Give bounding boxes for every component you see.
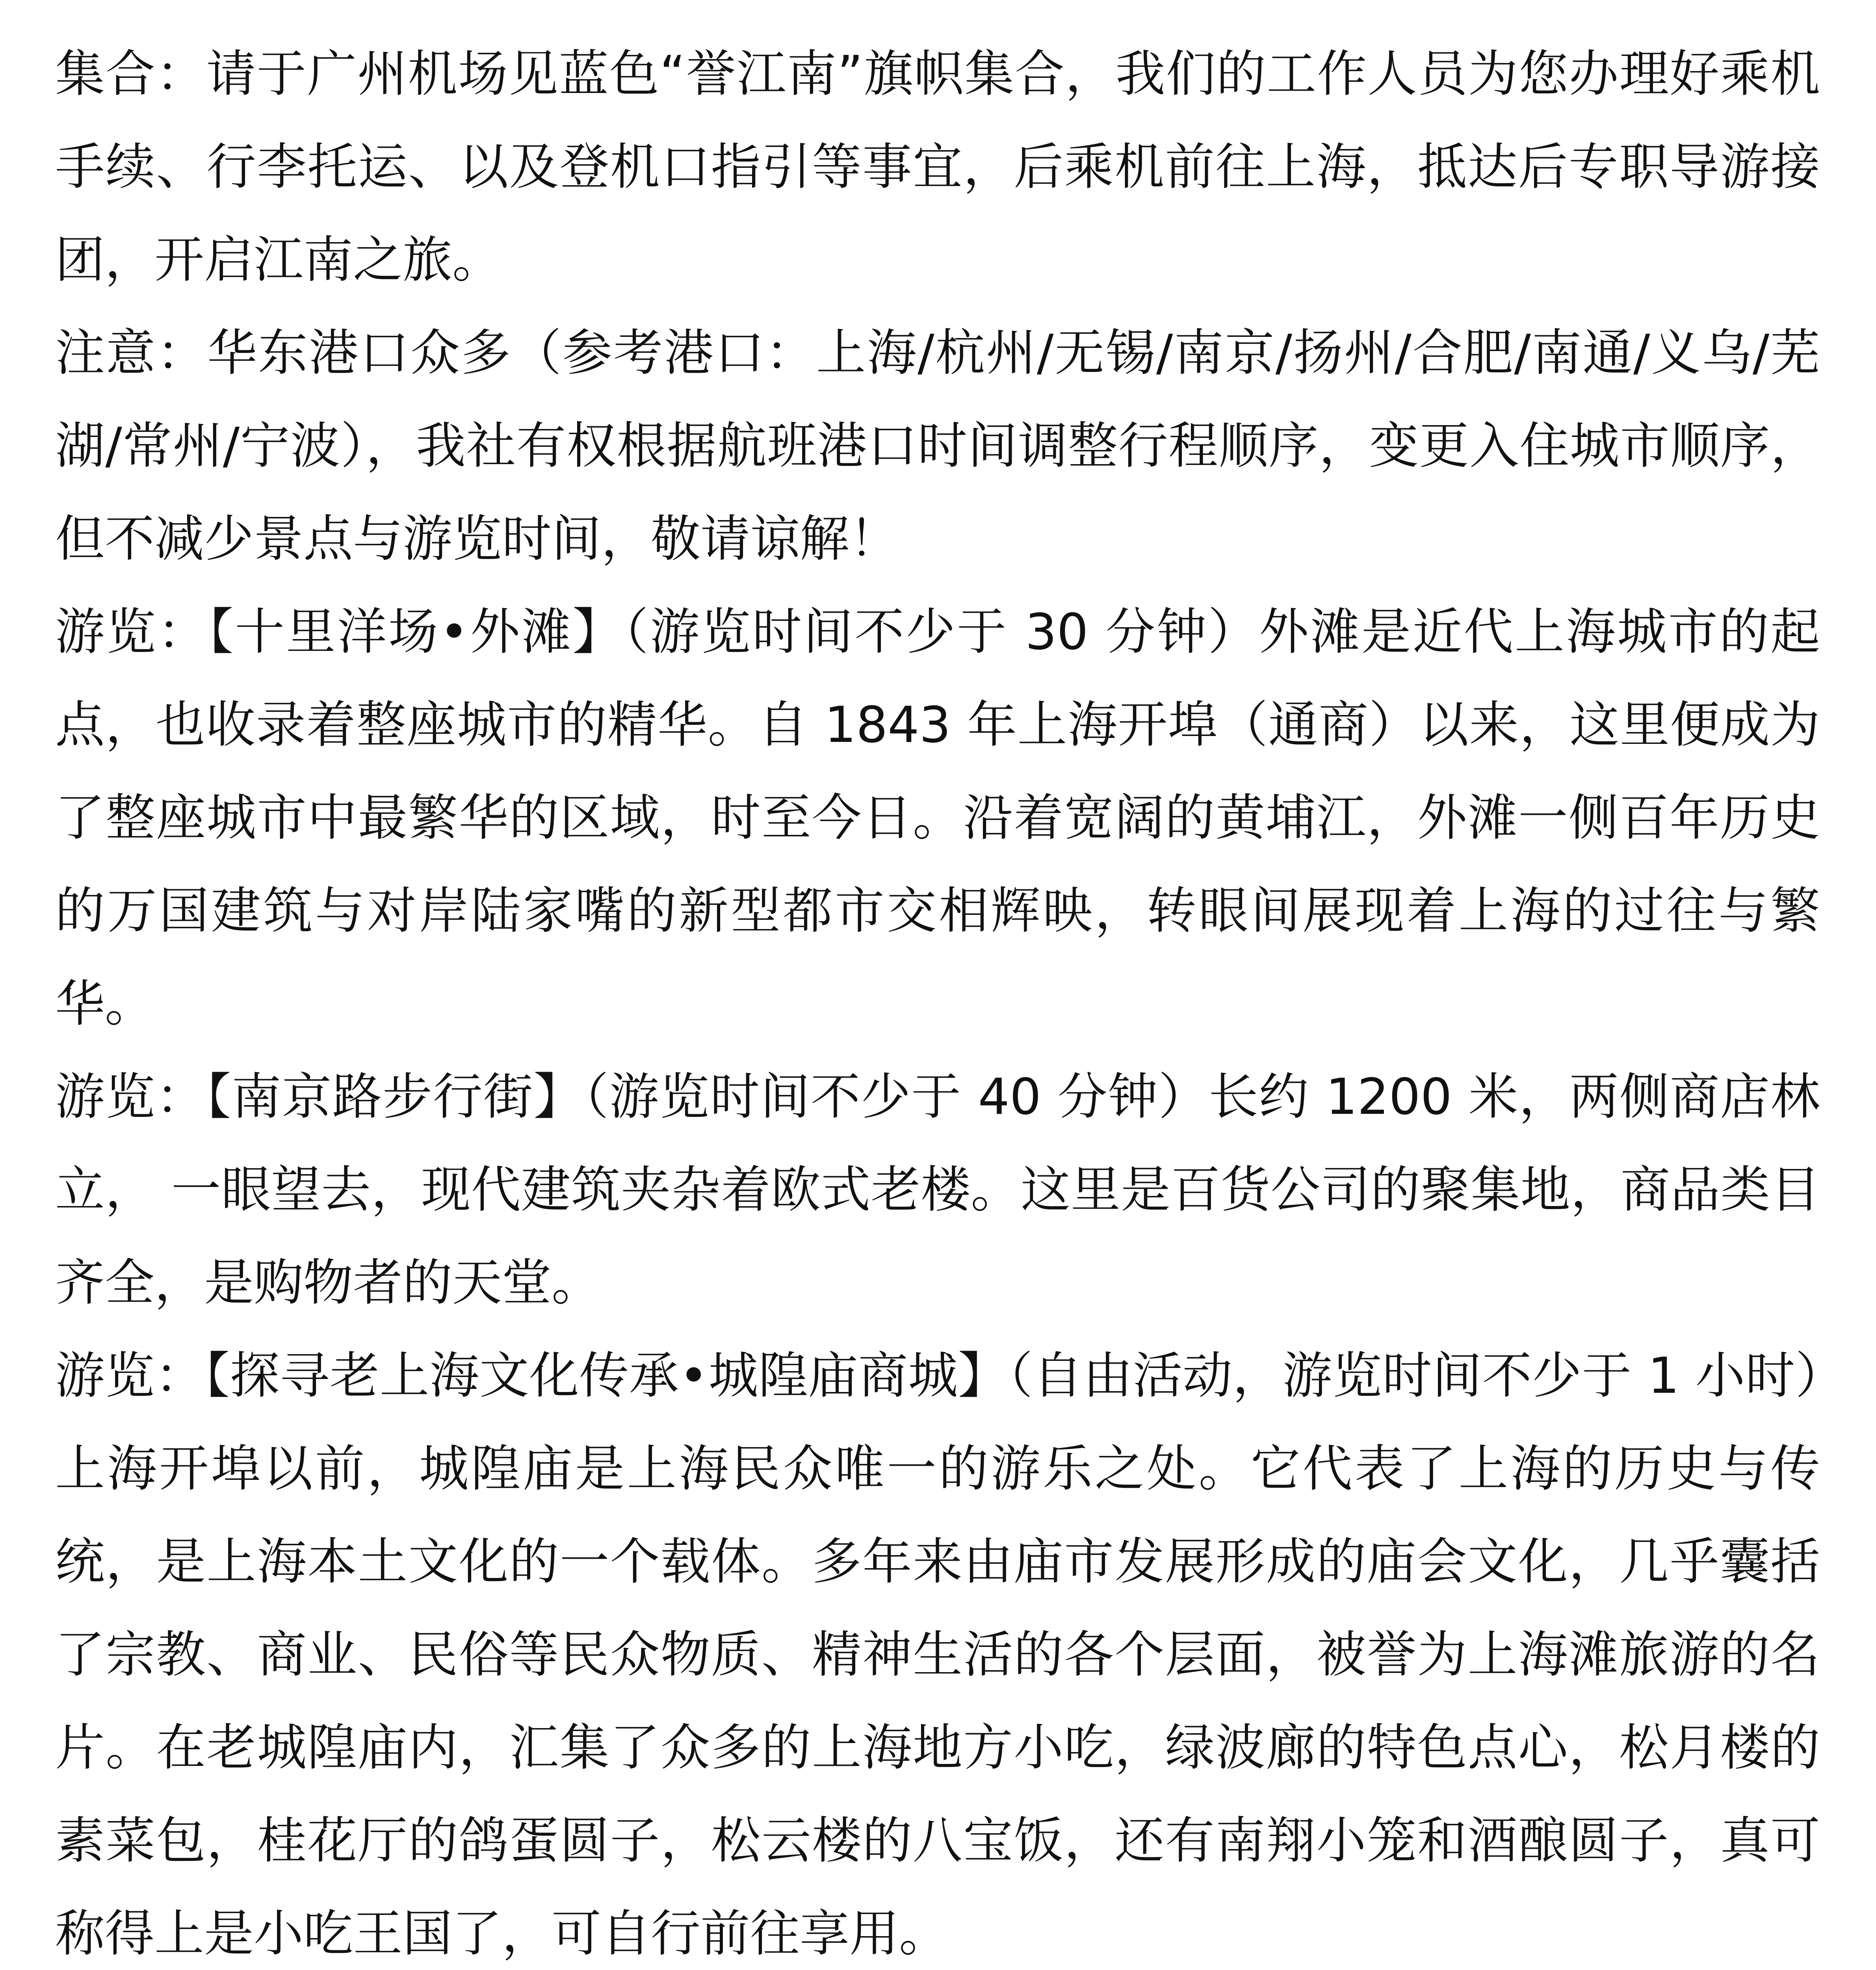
paragraph-label: 游览：: [55, 1068, 206, 1126]
paragraph-label: 注意：: [55, 324, 208, 382]
paragraph-assembly: [55, 28, 1820, 307]
paragraph-text: 【南京路步行街】（游览时间不少于 40 分钟）长约 1200 米，两侧商店林立， 一眼望去，现代建筑夹杂着欧式老楼。这里是百货公司的聚集地，商品类目齐全，是购物者的天堂。: [55, 1068, 1820, 1312]
paragraph-label: 集合：: [55, 45, 206, 103]
paragraph-label: 游览：: [55, 1347, 205, 1405]
paragraph-text: 【十里洋场•外滩】（游览时间不少于 30 分钟）外滩是近代上海城市的起点，也收录着整座城市的精华。自 1843 年上海开埠（通商）以来，这里便成为了整座城市中最繁华的区域，时至今日。沿着宽阔的黄埔江，外滩一侧百年历史的万国建筑与对岸陆家嘴的新型都市交相辉映，转眼间展现着上海的过往与繁华。: [55, 603, 1820, 1033]
paragraph-text: 请于广州机场见蓝色“誉江南”旗帜集合，我们的工作人员为您办理好乘机手续、行李托运、以及登机口指引等事宜，后乘机前往上海，抵达后专职导游接团，开启江南之旅。: [55, 45, 1820, 289]
itinerary-document: [55, 28, 1820, 1970]
paragraph-text: 华东港口众多（参考港口：上海/杭州/无锡/南京/扬州/合肥/南通/义乌/芜湖/常州/宁波），我社有权根据航班港口时间调整行程顺序，变更入住城市顺序，但不减少景点与游览时间，敬请谅解！: [55, 324, 1820, 568]
paragraph-tour-bund: [55, 585, 1820, 1050]
paragraph-text: 【探寻老上海文化传承•城隍庙商城】（自由活动，游览时间不少于 1 小时）上海开埠以前，城隍庙是上海民众唯一的游乐之处。它代表了上海的历史与传统，是上海本土文化的一个载体。多年来由庙市发展形成的庙会文化，几乎囊括了宗教、商业、民俗等民众物质、精神生活的各个层面，被誉为上海滩旅游的名片。在老城隍庙内，汇集了众多的上海地方小吃，绿波廊的特色点心，松月楼的素菜包，桂花厅的鸽蛋圆子，松云楼的八宝饭，还有南翔小笼和酒酿圆子，真可称得上是小吃王国了，可自行前往享用。: [55, 1347, 1820, 1963]
paragraph-tour-city-god-temple: [55, 1329, 1820, 1970]
paragraph-notice: [55, 307, 1820, 585]
paragraph-tour-nanjing-road: [55, 1050, 1820, 1329]
paragraph-label: 游览：: [55, 603, 209, 661]
